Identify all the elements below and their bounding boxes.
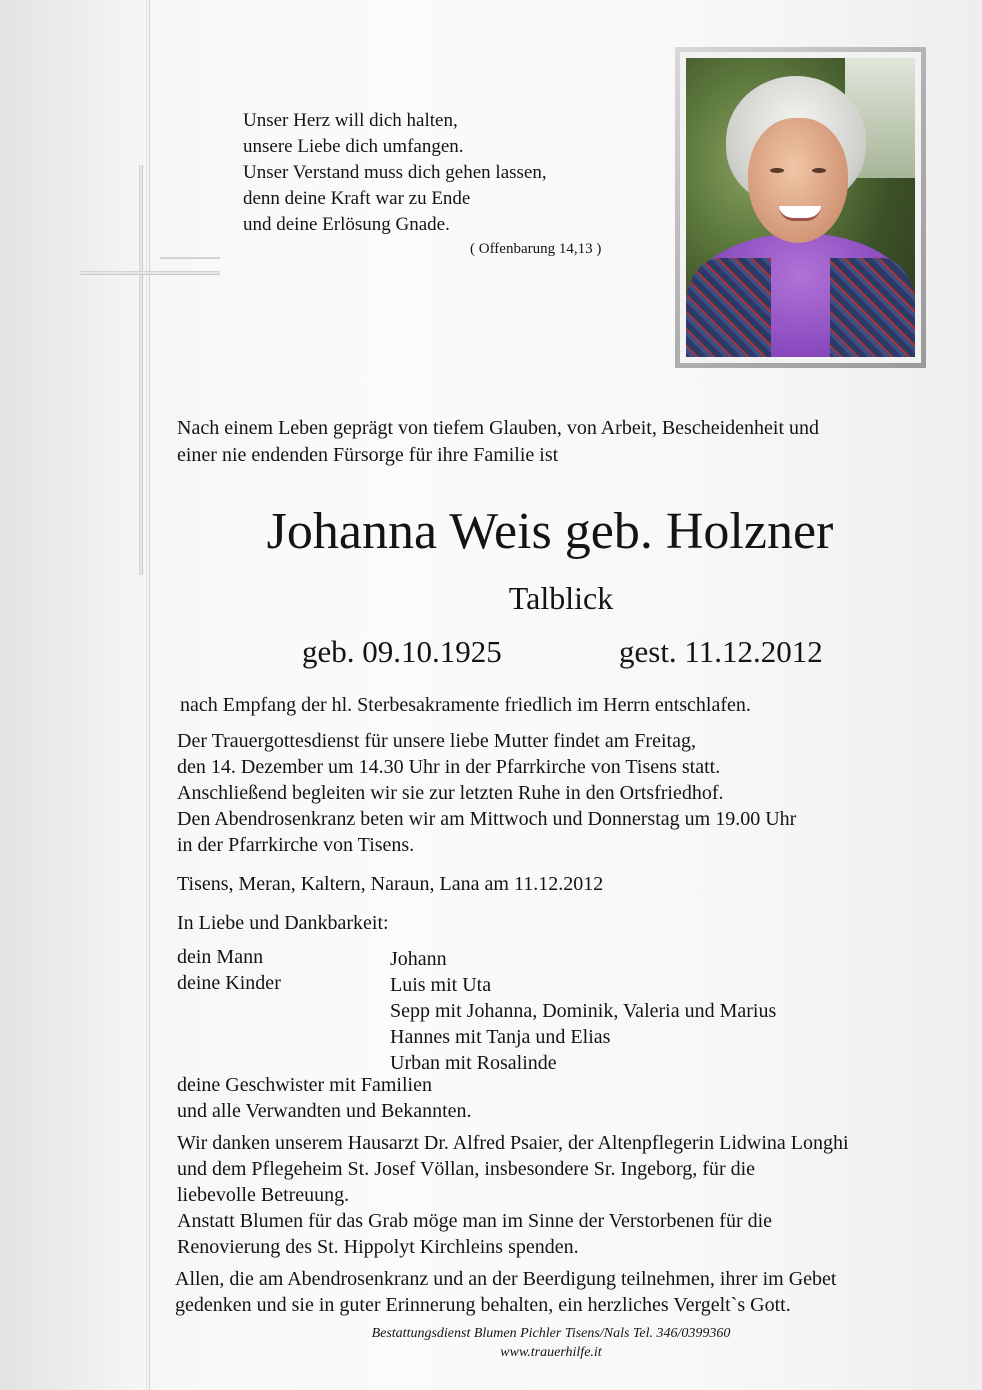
verse-line: Unser Verstand muss dich gehen lassen, [243,162,547,183]
relatives-labels: dein Mann deine Kinder [177,946,281,994]
deceased-name: Johanna Weis geb. Holzner [266,503,834,560]
margin-line [149,0,150,1390]
closing-text: Allen, die am Abendrosenkranz und an der Beerdigung teilnehmen, ihrer im Gebet gedenken und sie in guter Erinnerung behalten, ein herzliches Vergelt`s Gott. [175,1268,837,1316]
relatives-others: deine Geschwister mit Familien und alle Verwandten und Bekannten. [177,1074,472,1122]
place-date: Tisens, Meran, Kaltern, Naraun, Lana am 11.12.2012 [177,873,604,895]
margin-line-inner [146,0,147,1390]
cross-horizontal-bar [80,271,220,275]
portrait-frame [675,47,926,368]
intro-text: Nach einem Leben geprägt von tiefem Glauben, von Arbeit, Bescheidenheit und einer nie endenden Fürsorge für ihre Familie ist [177,417,820,466]
verse-line: und deine Erlösung Gnade. [243,214,450,235]
verse-line: unsere Liebe dich umfangen. [243,136,464,157]
portrait-photo [686,58,915,357]
page-left-margin [0,0,150,1390]
sacraments-text: nach Empfang der hl. Sterbesakramente friedlich im Herrn entschlafen. [180,694,751,716]
in-love-heading: In Liebe und Dankbarkeit: [177,912,389,934]
rosary-text: Den Abendrosenkranz beten wir am Mittwoch und Donnerstag um 19.00 Uhr in der Pfarrkirche von Tisens. [177,808,797,856]
verse [243,108,547,238]
birth-date: geb. 09.10.1925 [302,634,502,669]
relatives-names: Johann Luis mit Uta Sepp mit Johanna, Dominik, Valeria und Marius Hannes mit Tanja und Elias Urban mit Rosalinde [390,948,777,1074]
death-date: gest. 11.12.2012 [619,634,823,669]
farm-name: Talblick [508,580,614,616]
funeral-service-company: Bestattungsdienst Blumen Pichler Tisens/Nals Tel. 346/0399360 [371,1326,731,1341]
funeral-service-text: Der Trauergottesdienst für unsere liebe Mutter findet am Freitag, den 14. Dezember um 14.30 Uhr in der Pfarrkirche von Tisens statt. Anschließend begleiten wir sie zur letzten Ruhe in den Ortsfriedhof. [177,730,724,804]
cross-accent-line [160,257,220,259]
verse-line: denn deine Kraft war zu Ende [243,188,471,209]
website-link[interactable]: www.trauerhilfe.it [500,1345,602,1360]
thanks-text: Wir danken unserem Hausarzt Dr. Alfred Psaier, der Altenpflegerin Lidwina Longhi und dem Pflegeheim St. Josef Völlan, insbesondere Sr. Ingeborg, für die liebevolle Betreuung. Anstatt Blumen für das Grab möge man im Sinne der Verstorbenen für die Renovierung des St. Hippolyt Kirchleins spenden. [177,1132,849,1258]
verse-line: Unser Herz will dich halten, [243,110,458,131]
verse-reference: ( Offenbarung 14,13 ) [470,241,602,257]
